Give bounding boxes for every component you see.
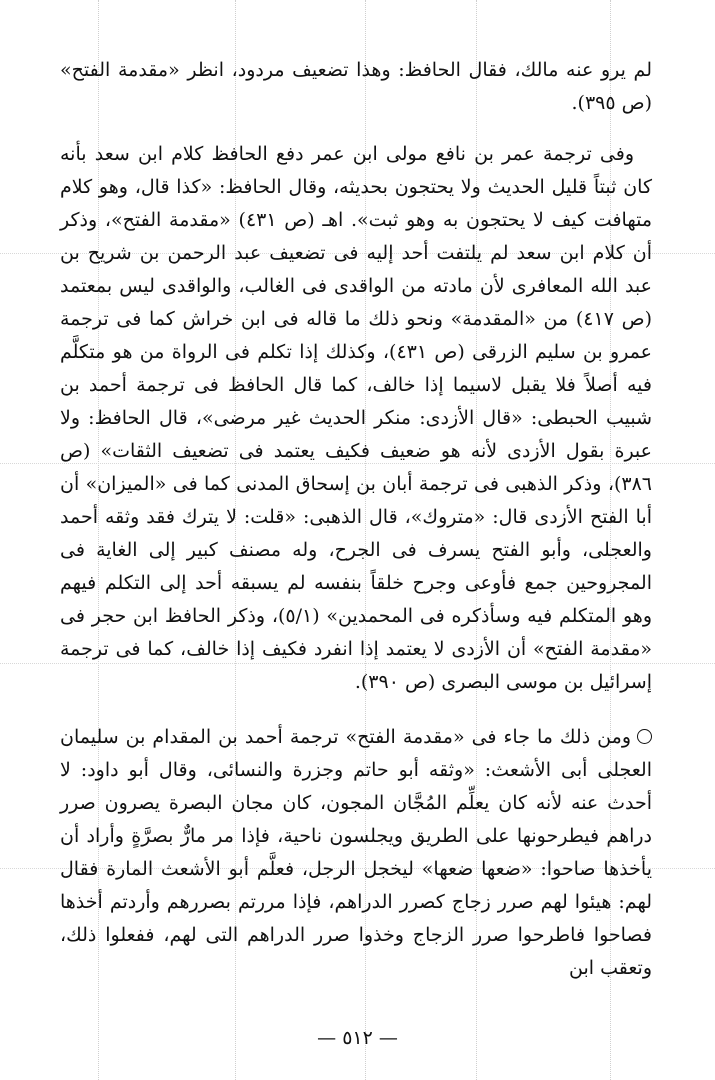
paragraph-1: لم يرو عنه مالك، فقال الحافظ: وهذا تضعيف مردود، انظر «مقدمة الفتح» (ص ٣٩٥). [60,59,652,114]
circle-bullet-icon [637,729,652,744]
page-number: — ٥١٢ — [317,1027,398,1049]
paragraph-3 [60,721,652,985]
paragraph-3-block [60,721,652,985]
paragraph-1-block [60,54,652,120]
paragraph-2: وفى ترجمة عمر بن نافع مولى ابن عمر دفع الحافظ كلام ابن سعد بأنه كان ثبتاً قليل الحديث ولا يحتجون بحديثه، وقال الحافظ: «كذا قال، وهو كلام متهافت كيف لا يحتجون به وهو ثبت». اهـ (ص ٤٣١) «مقدمة الفتح»، وذكر أن كلام ابن سعد لم يلتفت أحد إليه فى تضعيف عبد الرحمن بن شريح بن عبد الله المعافرى لأن مادته من الواقدى فى الغالب، والواقدى ليس بمعتمد (ص ٤١٧) من «المقدمة» ونحو ذلك ما قاله فى ابن خراش كما فى ترجمة عمرو بن سليم الزرقى (ص ٤٣١)، وكذلك إذا تكلم فى الرواة من هو متكلَّم فيه أصلاً فلا يقبل لاسيما إذا خالف، كما قال الحافظ فى ترجمة أحمد بن شبيب الحبطى: «قال الأزدى: منكر الحديث غير مرضى»، قال الحافظ: ولا عبرة بقول الأزدى لأنه هو ضعيف فكيف يعتمد فى تضعيف الثقات» (ص ٣٨٦)، وذكر الذهبى فى ترجمة أبان بن إسحاق المدنى كما فى «الميزان» أن أبا الفتح الأزدى قال: «متروك»، قال الذهبى: «قلت: لا يترك فقد وثقه أحمد والعجلى، وأبو الفتح يسرف فى الجرح، وله مصنف كبير إلى الغاية فى المجروحين جمع فأوعى وجرح خلقاً بنفسه لم يسبقه أحد إلى التكلم فيهم وهو المتكلم فيه وسأذكره فى المحمدين» (٥/١)، وذكر الحافظ ابن حجر فى «مقدمة الفتح» أن الأزدى لا يعتمد إذا انفرد فكيف إذا خالف، كما فى ترجمة إسرائيل بن موسى البصرى (ص ٣٩٠). [60,143,652,693]
paragraph-3-text: ومن ذلك ما جاء فى «مقدمة الفتح» ترجمة أحمد بن المقدام بن سليمان العجلى أبى الأشعث: «وثقه أبو حاتم وجزرة والنسائى، وقال أبو داود: لا أحدث عنه لأنه كان يعلِّم المُجَّان المجون، كان مجان البصرة يصرون صرر دراهم فيطرحونها على الطريق ويجلسون ناحية، فإذا مر مارٌّ بصرَّةٍ وأراد أن يأخذها صاحوا: «ضعها ضعها» ليخجل الرجل، فعلَّم أبو الأشعث المارة فقال لهم: هيئوا لهم صرر زجاج كصرر الدراهم، فإذا مررتم بصررهم وأردتم أخذها فصاحوا فاطرحوا صرر الزجاج وخذوا صرر الدراهم التى لهم، ففعلوا ذلك، وتعقب ابن [60,726,652,979]
paragraph-2-block [60,138,652,699]
